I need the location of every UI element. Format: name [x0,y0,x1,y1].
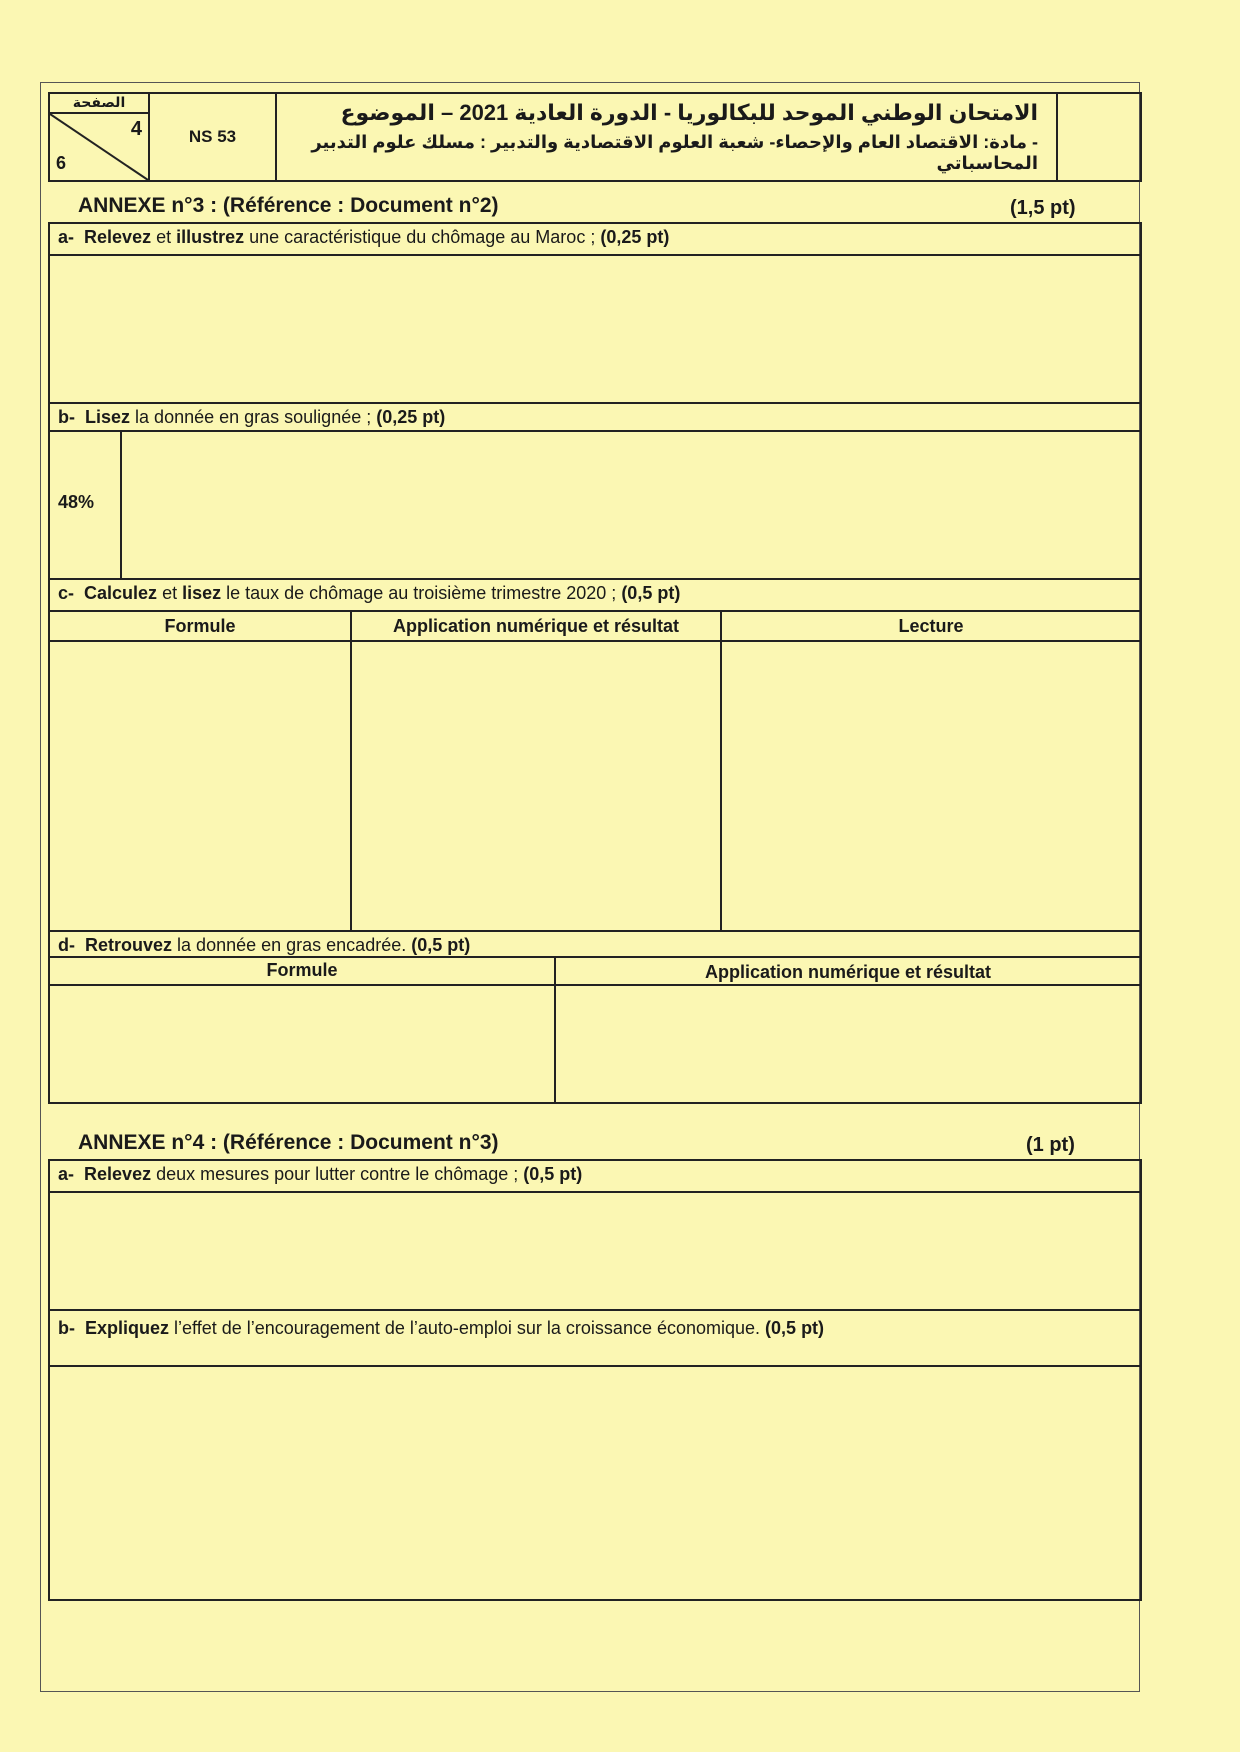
answer-b-row [50,432,1140,580]
exam-title-line2: - مادة: الاقتصاد العام والإحصاء- شعبة العلوم الاقتصادية والتدبير : مسلك علوم التدبير المحاسباتي [311,132,1038,173]
c-col-lecture: Lecture [898,616,964,636]
page-number: 4 [130,118,142,140]
c-col-application: Application numérique et résultat [352,612,722,640]
annex4-title: ANNEXE n°4 : (Référence : Document n°3) [78,1131,499,1154]
exam-header [48,92,1142,182]
d-col-application: Application numérique et résultat [704,962,992,982]
d-col-formule: Formule [50,958,556,984]
annex3-points: (1,5 pt) [1010,197,1076,219]
annex3-title: ANNEXE n°3 : (Référence : Document n°2) [78,194,499,217]
d-formule-area[interactable] [50,986,556,1102]
d-application-area[interactable] [556,986,1140,1102]
c-formule-area[interactable] [50,642,352,930]
page-total: 6 [56,153,67,173]
value-cell [50,432,122,578]
page-indicator [50,94,150,180]
c-answer-row [50,642,1140,932]
annex3-table [48,222,1142,1104]
d-header-row [50,958,1140,986]
annex4-question-a-row: a- Relevez deux mesures pour lutter contre le chômage ; (0,5 pt) [50,1161,1140,1193]
value-48: 48% [58,492,95,512]
c-col-formule: Formule [50,612,352,640]
question-a-row: a- Relevez et illustrez une caractéristique du chômage au Maroc ; (0,25 pt) [50,224,1140,256]
question-d-row: d- Retrouvez la donnée en gras encadrée. (0,5 pt) [50,932,1140,958]
exam-code: NS 53 [188,127,237,146]
page-label: الصفحة [50,94,148,114]
annex4-table [48,1159,1142,1601]
annex4-answer-b-area[interactable] [50,1367,1140,1599]
c-application-area[interactable] [352,642,722,930]
header-empty-cell [1058,94,1140,180]
annex4-question-b-row: b- Expliquez l’effet de l’encouragement de l’auto-emploi sur la croissance économique. (0,5 pt) [50,1311,1140,1367]
exam-title-line1: الامتحان الوطني الموحد للبكالوريا - الدورة العادية 2021 – الموضوع [340,100,1038,125]
page-number-box [50,114,148,180]
question-b-row: b- Lisez la donnée en gras soulignée ; (0,25 pt) [50,404,1140,432]
answer-b-area[interactable] [122,432,1140,578]
exam-title [275,94,1058,180]
c-lecture-area[interactable] [722,642,1140,930]
annex4-answer-a-area[interactable] [50,1193,1140,1311]
answer-a-area[interactable] [50,256,1140,404]
question-c-row: c- Calculez et lisez le taux de chômage au troisième trimestre 2020 ; (0,5 pt) [50,580,1140,612]
d-answer-row [50,986,1140,1102]
annex4-points: (1 pt) [1026,1134,1075,1156]
c-header-row [50,612,1140,642]
